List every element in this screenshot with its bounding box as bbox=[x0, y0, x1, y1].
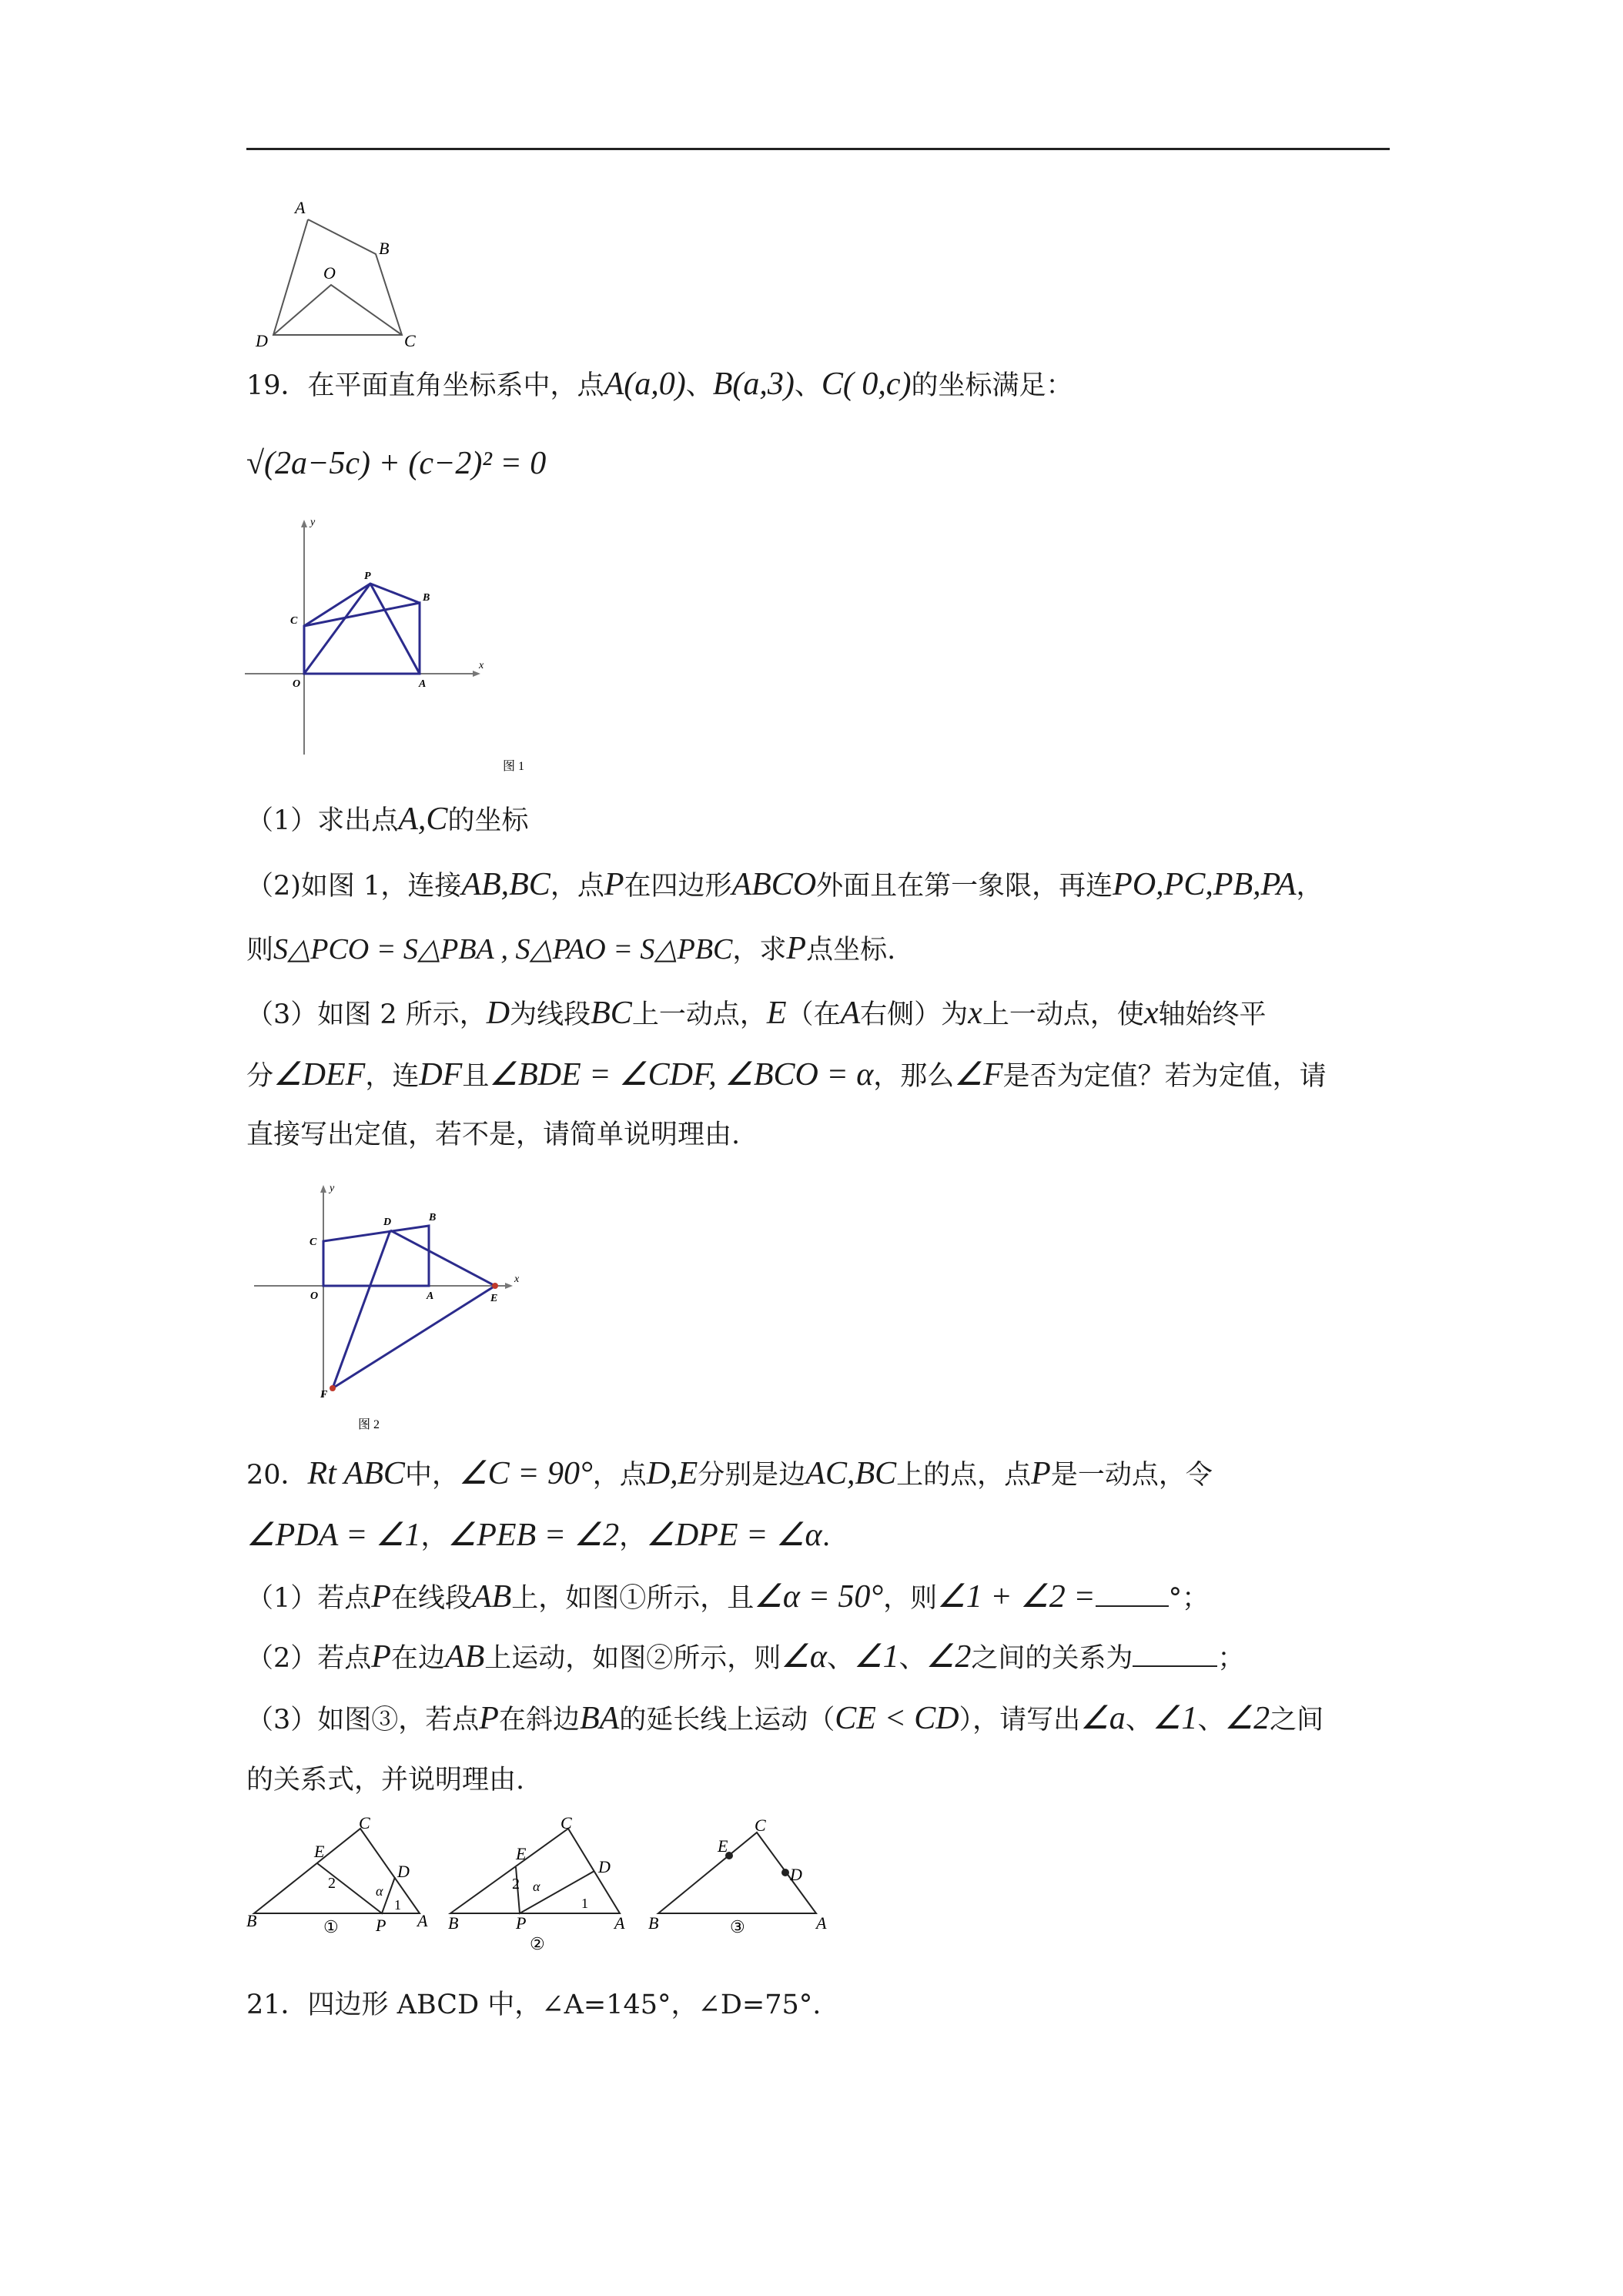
f3-label-d: D bbox=[790, 1865, 802, 1884]
q20-t5: 是一动点，令 bbox=[1050, 1460, 1213, 1491]
q19-point-a: A(a,0) bbox=[604, 366, 686, 402]
q19-p2-m4: PO,PC,PB,PA bbox=[1113, 867, 1297, 902]
fig1-label-b: B bbox=[423, 592, 430, 604]
f1-caption: ① bbox=[323, 1917, 339, 1936]
q19-p3-m6: x bbox=[1143, 996, 1159, 1031]
label-a: A bbox=[295, 198, 306, 217]
q20-t2: ，点 bbox=[592, 1460, 647, 1491]
q20-sub2 bbox=[246, 1638, 1244, 1677]
q21-text: 21．四边形 ABCD 中，∠A=145°，∠D=75°. bbox=[246, 1990, 822, 2020]
q20-sub3-line1 bbox=[246, 1700, 1323, 1739]
q20-sub3-line2 bbox=[246, 1762, 524, 1799]
q20-s1-c: 上，如图①所示，且 bbox=[511, 1583, 755, 1614]
fig1-label-c: C bbox=[290, 615, 298, 627]
q20-m2: ∠C = 90° bbox=[458, 1456, 593, 1491]
q20-s1-m1: P bbox=[371, 1579, 391, 1615]
q19-p3-m3: E bbox=[766, 996, 787, 1031]
q19-part3-line3 bbox=[246, 1116, 740, 1153]
q19-sep1: 、 bbox=[685, 370, 713, 401]
q19-p3-m2: BC bbox=[591, 996, 632, 1031]
q20-t1: 中， bbox=[404, 1460, 459, 1491]
q19-p1-math: A,C bbox=[398, 802, 448, 837]
q20-l2-m2: ∠PEB = ∠2 bbox=[447, 1518, 620, 1553]
f2-label-b: B bbox=[448, 1913, 459, 1933]
f2-angle-alpha: α bbox=[533, 1879, 540, 1894]
f1-label-e: E bbox=[314, 1842, 325, 1861]
f3-label-e: E bbox=[718, 1836, 728, 1856]
f2-label-a: A bbox=[614, 1913, 625, 1933]
q19-p3-c: 上一动点， bbox=[631, 999, 767, 1030]
f2-angle-1: 1 bbox=[581, 1896, 588, 1911]
f1-angle-2: 2 bbox=[328, 1875, 336, 1892]
label-b: B bbox=[379, 239, 390, 258]
f1-label-c: C bbox=[359, 1813, 370, 1832]
q19-p3b-m2: DF bbox=[419, 1057, 463, 1093]
f2-label-d: D bbox=[598, 1857, 611, 1876]
q19-p3b-c: 且 bbox=[462, 1061, 490, 1092]
q20-s1-b: 在线段 bbox=[390, 1583, 472, 1614]
q19-p3b-e: 是否为定值？若为定值，请 bbox=[1002, 1061, 1327, 1092]
q19-p2-e: ， bbox=[1296, 871, 1323, 902]
fig2-axis-x: x bbox=[514, 1274, 520, 1285]
f3-label-c: C bbox=[755, 1816, 766, 1835]
q19-p2-m3: ABCO bbox=[731, 867, 817, 902]
f1-label-b: B bbox=[246, 1911, 257, 1930]
q20-s1-m2: AB bbox=[471, 1579, 512, 1615]
q20-t4: 上的点，点 bbox=[896, 1460, 1032, 1491]
q20-s3-m1: P bbox=[479, 1701, 499, 1736]
q19-p3b-a: 分 bbox=[246, 1061, 274, 1092]
q19-text2: 的坐标满足： bbox=[911, 370, 1073, 401]
q19-p2b-b: ，求 bbox=[732, 935, 787, 966]
f1-label-a: A bbox=[417, 1911, 428, 1930]
f3-label-b: B bbox=[648, 1913, 659, 1933]
q20-line1 bbox=[246, 1455, 1213, 1494]
axis-x-label: x bbox=[479, 660, 484, 671]
q19-text1: 在平面直角坐标系中，点 bbox=[307, 370, 604, 401]
q20-s2-m2: AB bbox=[444, 1639, 485, 1675]
q20-s3-c: 的延长线上运动（ bbox=[619, 1705, 835, 1735]
q20-s2-e: 、 bbox=[899, 1643, 926, 1674]
fig2-label-b: B bbox=[429, 1212, 437, 1223]
q19-p2-b: ，点 bbox=[550, 871, 604, 902]
q20-line2 bbox=[246, 1517, 831, 1555]
q20-s3-b: 在斜边 bbox=[498, 1705, 580, 1735]
q20-s3-m3: CE < CD bbox=[835, 1701, 959, 1736]
q20-s2-b: 在边 bbox=[390, 1643, 445, 1674]
q19-p3-a: （3）如图 2 所示， bbox=[246, 999, 487, 1030]
q19-part3-line1 bbox=[246, 995, 1267, 1033]
q20-s1-d: ，则 bbox=[883, 1583, 938, 1614]
q20-s3-m6: ∠2 bbox=[1224, 1701, 1270, 1736]
header-rule bbox=[246, 148, 1390, 150]
q19-line1 bbox=[246, 366, 1073, 404]
q19-equation-text: √(2a−5c) + (c−2)² = 0 bbox=[246, 446, 547, 481]
q20-l2-m1: ∠PDA = ∠1 bbox=[246, 1518, 421, 1553]
q19-p2b-m2: P bbox=[786, 931, 807, 966]
f1-angle-alpha: α bbox=[376, 1883, 383, 1899]
q19-sep2: 、 bbox=[794, 370, 822, 401]
q19-equation bbox=[246, 445, 546, 484]
figure-2 bbox=[246, 1174, 539, 1440]
label-c: C bbox=[404, 331, 416, 350]
fig2-label-o: O bbox=[310, 1290, 319, 1302]
q20-l2-s1: ， bbox=[420, 1521, 448, 1552]
q20-s3-m2: BA bbox=[579, 1701, 620, 1736]
q20-figure-2 bbox=[450, 1829, 620, 1913]
f1-label-d: D bbox=[397, 1862, 410, 1881]
figure-1 bbox=[245, 516, 525, 785]
q19-p2b-c: 点坐标. bbox=[806, 935, 896, 966]
q20-s2-blank[interactable] bbox=[1133, 1639, 1217, 1667]
q20-s3-d: ），请写出 bbox=[959, 1705, 1081, 1735]
q21-line bbox=[246, 1986, 821, 2023]
q19-p3b-b: ，连 bbox=[365, 1061, 420, 1092]
q19-part2-line1 bbox=[246, 866, 1323, 905]
f2-label-e: E bbox=[516, 1844, 527, 1863]
q20-s2-m3: ∠α bbox=[781, 1639, 827, 1675]
q19-p3-m4: A bbox=[840, 996, 861, 1031]
q19-p3b-m1: ∠DEF bbox=[273, 1057, 366, 1093]
q20-s2-d: 、 bbox=[826, 1643, 854, 1674]
q20-s1-m4: ∠1 + ∠2 = bbox=[937, 1579, 1096, 1615]
f1-label-p: P bbox=[376, 1916, 387, 1935]
q20-m3: D,E bbox=[646, 1456, 698, 1491]
q19-point-c: C( 0,c) bbox=[821, 366, 912, 402]
fig2-caption: 图 2 bbox=[358, 1418, 380, 1431]
q20-s3-f: 、 bbox=[1197, 1705, 1225, 1735]
q20-s1-m3: ∠α = 50° bbox=[754, 1579, 884, 1615]
q20-figures bbox=[246, 1813, 862, 1953]
q20-s2-c: 上运动，如图②所示，则 bbox=[484, 1643, 781, 1674]
q19-p3b-d: ，那么 bbox=[873, 1061, 955, 1092]
fig2-axis-y: y bbox=[330, 1183, 335, 1194]
q19-p3b-m3: ∠BDE = ∠CDF, ∠BCO = α bbox=[489, 1057, 874, 1093]
q20-sub1 bbox=[246, 1578, 1209, 1617]
fig1-label-p: P bbox=[364, 571, 371, 582]
q19-p2b-math: S△PCO = S△PBA , S△PAO = S△PBC bbox=[273, 933, 733, 966]
q19-p3-m1: D bbox=[486, 996, 510, 1031]
f3-caption: ③ bbox=[730, 1917, 745, 1936]
q19-number: 19． bbox=[246, 370, 308, 401]
label-d: D bbox=[256, 331, 268, 350]
q19-p3-e: 右侧）为 bbox=[860, 999, 969, 1030]
q19-part2-line2 bbox=[246, 930, 895, 969]
q19-part3-line2 bbox=[246, 1056, 1327, 1095]
f1-angle-1: 1 bbox=[394, 1897, 401, 1913]
q20-l2-end: . bbox=[822, 1521, 831, 1552]
q20-s3-h: 的关系式，并说明理由. bbox=[246, 1765, 525, 1796]
f2-label-c: C bbox=[561, 1813, 572, 1832]
q20-s1-a: （1）若点 bbox=[246, 1583, 372, 1614]
q20-s3-m4: ∠a bbox=[1080, 1701, 1126, 1736]
f2-caption: ② bbox=[530, 1934, 545, 1953]
q20-l2-s2: ， bbox=[619, 1521, 647, 1552]
q20-s1-blank[interactable] bbox=[1096, 1579, 1169, 1607]
q20-number: 20． bbox=[246, 1460, 308, 1491]
q19-p3-b: 为线段 bbox=[510, 999, 591, 1030]
fig2-label-c: C bbox=[310, 1237, 317, 1248]
q20-s3-a: （3）如图③，若点 bbox=[246, 1705, 480, 1735]
fig2-label-d: D bbox=[383, 1217, 392, 1228]
fig2-label-a: A bbox=[427, 1290, 434, 1302]
q19-p2-m2: P bbox=[604, 867, 624, 902]
f3-label-a: A bbox=[816, 1913, 827, 1933]
q19-p3c: 直接写出定值，若不是，请简单说明理由. bbox=[246, 1120, 741, 1150]
q19-p1-b: 的坐标 bbox=[447, 805, 529, 836]
fig2-label-e: E bbox=[490, 1293, 498, 1304]
q19-p2b-a: 则 bbox=[246, 935, 274, 966]
f2-angle-2: 2 bbox=[512, 1876, 520, 1893]
q20-s3-e: 、 bbox=[1125, 1705, 1153, 1735]
q20-s2-g: ； bbox=[1217, 1643, 1245, 1674]
axis-y-label: y bbox=[310, 517, 316, 528]
q20-s2-a: （2）若点 bbox=[246, 1643, 372, 1674]
q20-l2-m3: ∠DPE = ∠α bbox=[646, 1518, 822, 1553]
q19-part1 bbox=[246, 801, 528, 839]
q19-p3-g: 轴始终平 bbox=[1158, 999, 1267, 1030]
q19-p3-d: （在 bbox=[786, 999, 841, 1030]
q19-p2-c: 在四边形 bbox=[624, 871, 732, 902]
q20-s2-m1: P bbox=[371, 1639, 391, 1675]
quadrilateral-figure bbox=[246, 196, 423, 350]
fig1-caption: 图 1 bbox=[503, 760, 525, 773]
q20-s3-m5: ∠1 bbox=[1152, 1701, 1198, 1736]
q20-m4: AC,BC bbox=[805, 1456, 897, 1491]
q20-m1: Rt ABC bbox=[307, 1456, 405, 1491]
f2-label-p: P bbox=[516, 1913, 527, 1933]
q19-p2-a: （2)如图 1，连接 bbox=[246, 871, 462, 902]
q20-m5: P bbox=[1031, 1456, 1051, 1491]
fig1-label-o: O bbox=[293, 678, 301, 690]
q20-s3-g: 之间 bbox=[1270, 1705, 1324, 1735]
q20-s2-m5: ∠2 bbox=[925, 1639, 972, 1675]
q20-t3: 分别是边 bbox=[698, 1460, 806, 1491]
q19-p2-d: 外面且在第一象限，再连 bbox=[816, 871, 1113, 902]
q19-p3-m5: x bbox=[968, 996, 982, 1031]
q19-p3-f: 上一动点，使 bbox=[982, 999, 1144, 1030]
q19-p1-a: （1）求出点 bbox=[246, 805, 399, 836]
q19-p3b-m4: ∠F bbox=[954, 1057, 1003, 1093]
q19-point-b: B(a,3) bbox=[712, 366, 795, 402]
q20-s2-m4: ∠1 bbox=[854, 1639, 899, 1675]
fig2-label-f: F bbox=[320, 1389, 328, 1401]
q20-s2-f: 之间的关系为 bbox=[971, 1643, 1133, 1674]
q19-p2-m1: AB,BC bbox=[461, 867, 550, 902]
q20-s1-e: °； bbox=[1168, 1583, 1210, 1614]
fig1-label-a: A bbox=[419, 678, 427, 690]
label-o: O bbox=[323, 263, 336, 283]
